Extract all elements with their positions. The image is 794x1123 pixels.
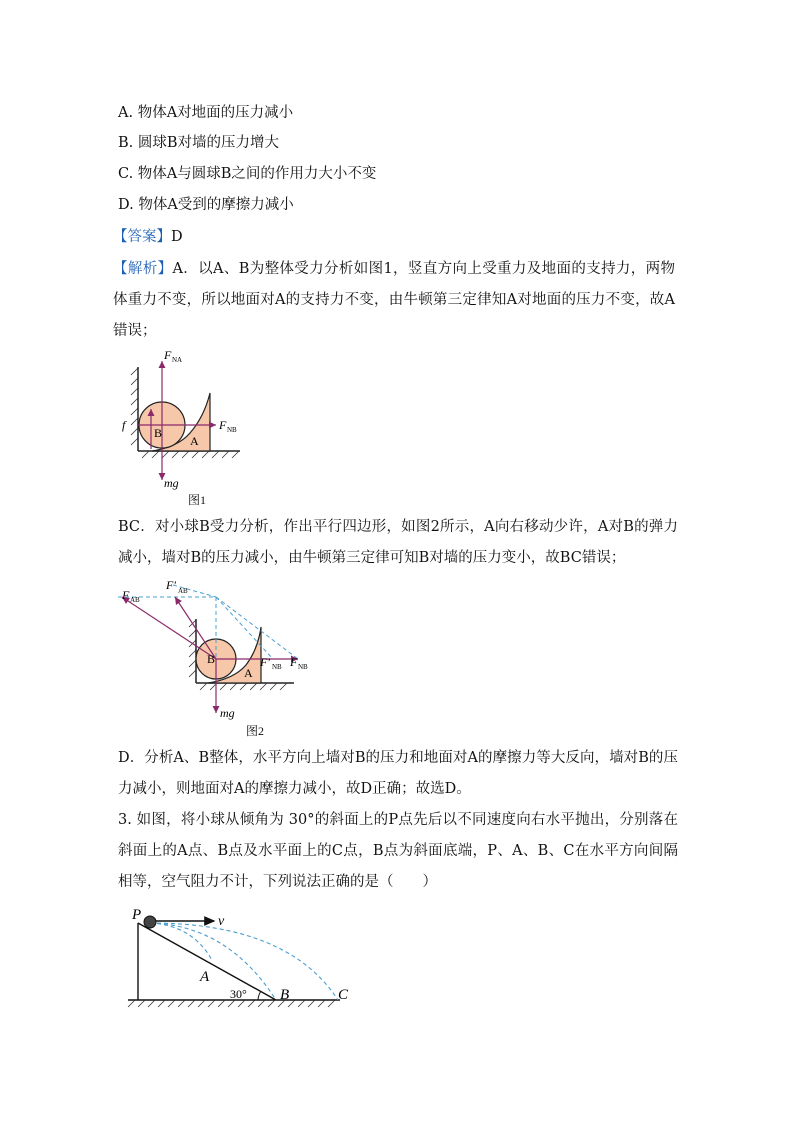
analysis-part-a-text: A．以A、B为整体受力分析如图1，竖直方向上受重力及地面的支持力，两物体重力不变，所以地面对A的支持力不变，由牛顿第三定律知A对地面的压力不变，故A错误； [113,261,676,339]
ground-hatch-q3 [128,1000,335,1007]
answer-line [113,227,183,247]
wall-hatch [131,368,138,445]
option-c: C. 物体A与圆球B之间的作用力大小不变 [118,166,377,182]
label-b-q3: B [280,987,290,1003]
figure-1-caption: 图1 [188,493,207,507]
label-fab-prime: F′ [166,578,176,592]
label-v: v [218,914,225,929]
option-a: A. 物体A对地面的压力减小 [118,105,294,121]
analysis-part-bc: BC．对小球B受力分析，作出平行四边形，如图2所示，A向右移动少许，A对B的弹力减小，墙对B的压力减小，由牛顿第三定律可知B对墙的压力变小，故BC错误； [118,519,678,566]
label-fnb: F [219,418,227,432]
label-a: A [190,434,199,448]
label-a-2: A [244,666,253,680]
option-b: B. 圆球B对墙的压力增大 [118,135,280,151]
label-b: B [154,426,163,440]
label-fab-sub: AB [130,596,140,604]
label-c-q3: C [338,987,349,1003]
question-3-text: 3. 如图，将小球从倾角为 30°的斜面上的P点先后以不同速度向右水平抛出，分别落在斜面上的A点、B点及水平面上的C点，B点为斜面底端，P、A、B、C在水平方向间隔相等，空气阻力不计，下列说法正确的是（ ） [118,812,678,890]
figure-q3 [118,905,368,1015]
incline-slope [138,923,276,1000]
label-fnb-2: F [290,655,298,669]
option-d: D. 物体A受到的摩擦力减小 [118,197,294,213]
label-a-q3: A [200,969,210,985]
figure-1 [118,345,248,510]
ball-p [144,916,156,928]
label-fnb-sub: NB [227,426,237,434]
ground-hatch [142,451,239,458]
answer-value: D [171,229,183,245]
arrow-fab [122,597,216,659]
wall-hatch-2 [189,620,196,677]
figure-2-caption: 图2 [246,724,265,738]
angle-arc [258,991,261,1000]
label-fna-sub: NA [172,356,183,364]
label-angle: 30° [230,987,247,1001]
answer-tag: 【答案】 [113,229,171,245]
label-fnb-2-sub: NB [298,663,308,671]
label-fnb-prime-sub: NB [272,663,282,671]
analysis-part-d: D．分析A、B整体，水平方向上墙对B的压力和地面对A的摩擦力等大反向，墙对B的压力减小，则地面对A的摩擦力减小，故D正确；故选D。 [118,750,678,797]
label-fna: F [164,348,172,362]
figure-2 [118,575,318,725]
ground-hatch-2 [200,683,287,690]
analysis-tag: 【解析】 [113,261,173,277]
label-f: f [122,418,126,432]
label-p: P [132,907,142,923]
label-fnb-prime: F′ [260,655,270,669]
label-mg-2: mg [220,706,235,720]
label-b-2: B [207,652,216,666]
label-mg: mg [164,476,179,490]
analysis-part-a [113,254,675,347]
label-fab-prime-sub: AB [178,587,188,595]
label-fab: F [122,588,130,602]
